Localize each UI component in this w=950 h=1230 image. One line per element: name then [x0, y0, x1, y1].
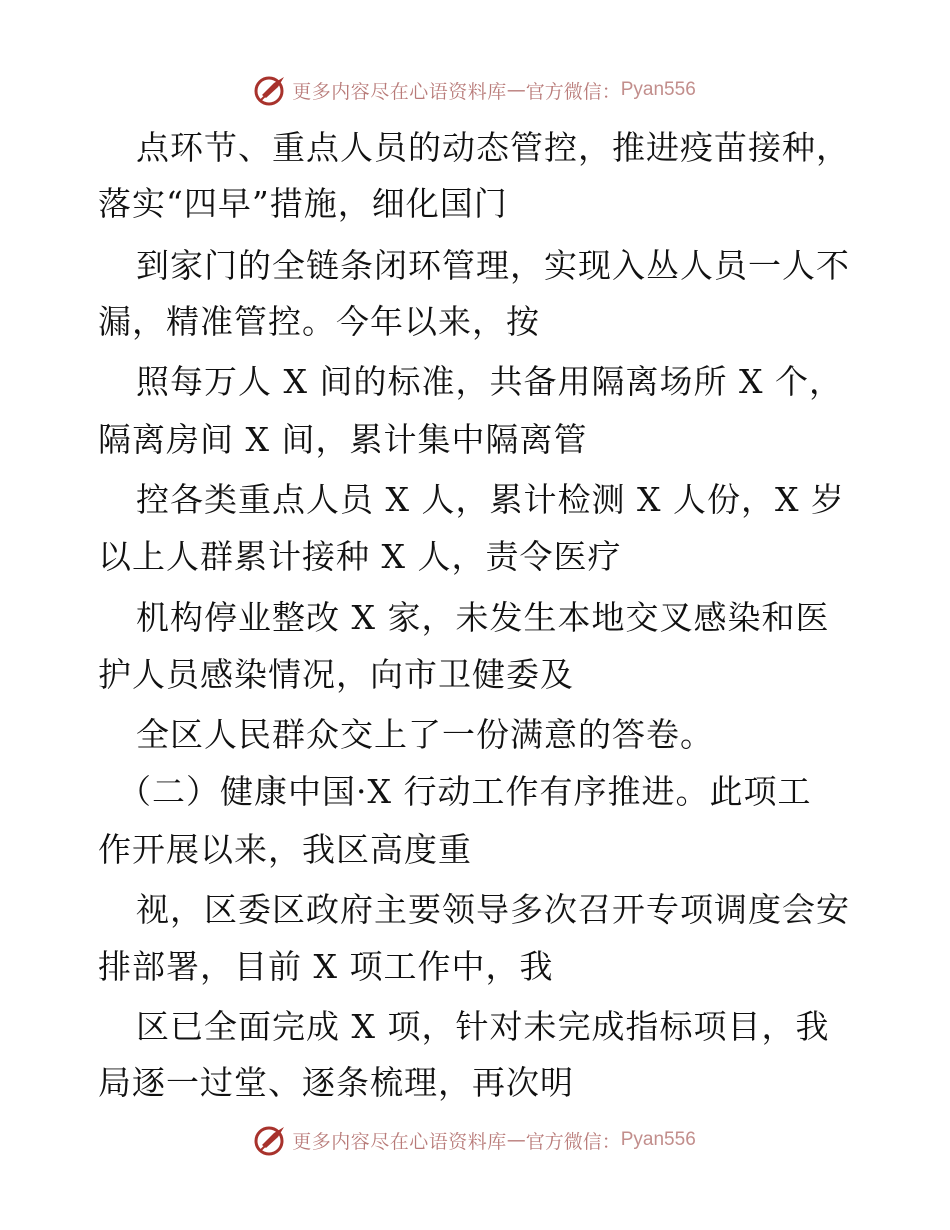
text-line: 隔离房间 X 间，累计集中隔离管 — [98, 420, 588, 459]
text-line: 点环节、重点人员的动态管控，推进疫苗接种， — [136, 128, 850, 167]
watermark-official-label: 官方微信： — [525, 1130, 621, 1153]
watermark-text: 更多内容尽在心语资料库 — [292, 1130, 507, 1153]
text-line: 机构停业整改 X 家，未发生本地交叉感染和医 — [136, 598, 830, 637]
text-line: （二）健康中国·X 行动工作有序推进。此项工 — [118, 772, 812, 811]
text-line: 以上人群累计接种 X 人，责令医疗 — [98, 537, 622, 576]
quill-logo-icon — [254, 1123, 288, 1157]
footer-watermark — [0, 1120, 950, 1160]
watermark-dash: — — [506, 79, 526, 101]
watermark-wechat-id: Pyan556 — [620, 1129, 696, 1150]
text-line: 作开展以来，我区高度重 — [98, 830, 472, 869]
text-line: 区已全面完成 X 项，针对未完成指标项目，我 — [136, 1007, 830, 1046]
watermark-dash: — — [506, 1129, 526, 1151]
watermark-official-label: 官方微信： — [525, 80, 621, 103]
text-line: 到家门的全链条闭环管理，实现入丛人员一人不 — [136, 246, 850, 285]
text-line: 全区人民群众交上了一份满意的答卷。 — [136, 715, 714, 754]
text-line: 视，区委区政府主要领导多次召开专项调度会安 — [136, 890, 850, 929]
text-line: 漏，精准管控。今年以来，按 — [98, 302, 540, 341]
header-watermark — [0, 70, 950, 110]
text-line: 落实“四早”措施，细化国门 — [98, 184, 508, 223]
text-line: 护人员感染情况，向市卫健委及 — [98, 655, 574, 694]
text-line: 局逐一过堂、逐条梳理，再次明 — [98, 1063, 574, 1102]
text-line: 照每万人 X 间的标准，共备用隔离场所 X 个， — [136, 362, 843, 401]
quill-logo-icon — [254, 73, 288, 107]
watermark-text: 更多内容尽在心语资料库 — [292, 80, 507, 103]
watermark-wechat-id: Pyan556 — [620, 79, 696, 100]
text-line: 控各类重点人员 X 人，累计检测 X 人份，X 岁 — [136, 480, 845, 519]
text-line: 排部署，目前 X 项工作中，我 — [98, 947, 554, 986]
